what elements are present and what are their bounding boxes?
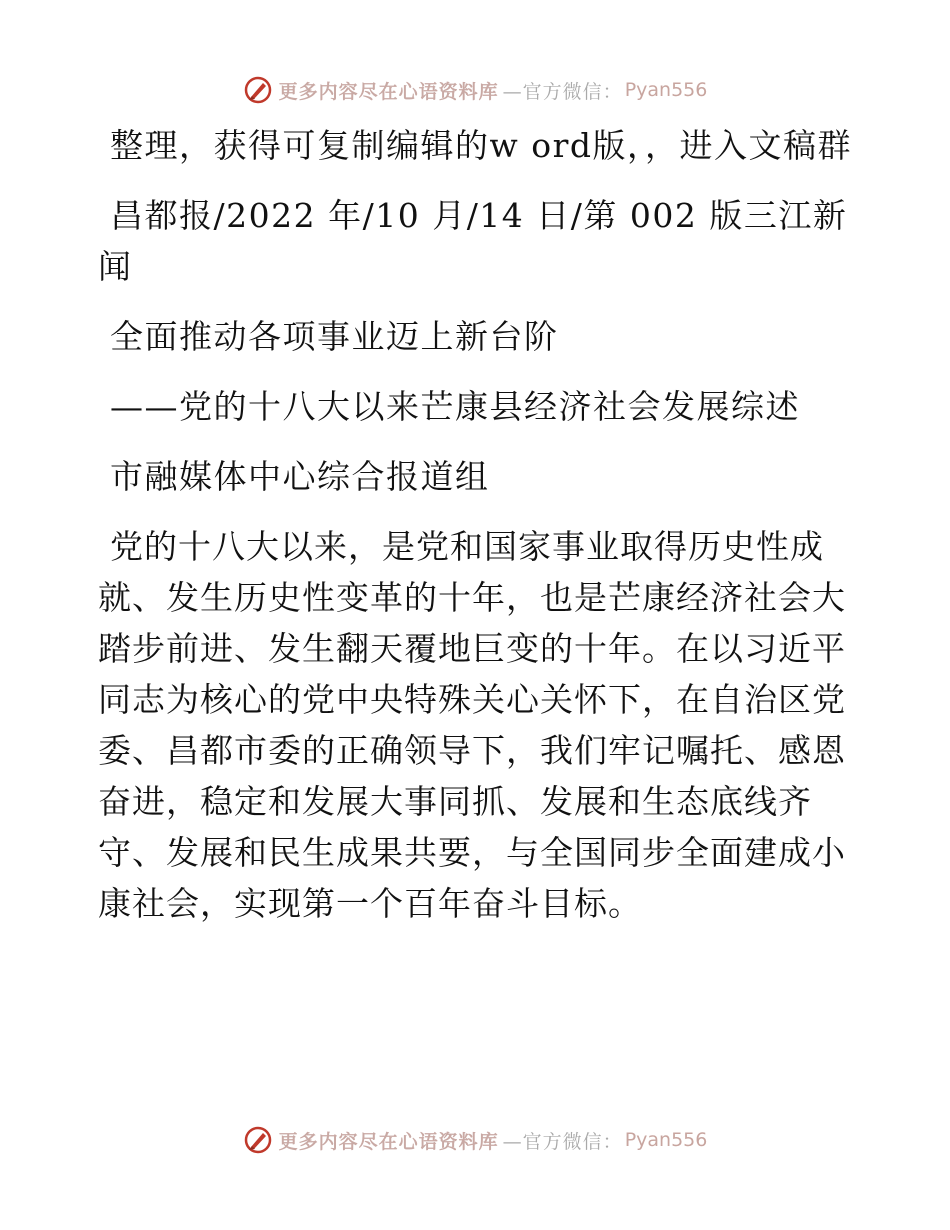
footer-watermark: [0, 1120, 950, 1160]
watermark-official-text: —官方微信：: [502, 80, 623, 103]
source-line: 昌都报/2022 年/10 月/14 日/第 002 版三江新闻: [98, 196, 848, 286]
brand-logo-icon: [243, 75, 273, 105]
watermark-main-text: 更多内容尽在心语资料库: [278, 80, 499, 103]
article-body: 党的十八大以来，是党和国家事业取得历史性成就、发生历史性变革的十年，也是芒康经济社会大踏步前进、发生翻天覆地巨变的十年。在以习近平同志为核心的党中央特殊关心关怀下，在自治区党委、昌都市委的正确领导下，我们牢记嘱托、感恩奋进，稳定和发展大事同抓、发展和生态底线齐守、发展和民生成果共要，与全国同步全面建成小康社会，实现第一个百年奋斗目标。: [98, 527, 846, 923]
header-watermark: [0, 70, 950, 110]
brand-logo-icon: [243, 1125, 273, 1155]
article-author: 市融媒体中心综合报道组: [110, 457, 490, 496]
watermark-official-text: —官方微信：: [502, 1130, 623, 1153]
watermark-id-text: Pyan556: [624, 1129, 708, 1151]
intro-line: 整理，获得可复制编辑的w ord版，，进入文稿群: [110, 126, 853, 165]
article-subtitle: ——党的十八大以来芒康县经济社会发展综述: [110, 387, 800, 426]
document-content: [98, 120, 858, 948]
watermark-main-text: 更多内容尽在心语资料库: [278, 1130, 499, 1153]
watermark-id-text: Pyan556: [624, 79, 708, 101]
article-title: 全面推动各项事业迈上新台阶: [110, 317, 559, 356]
